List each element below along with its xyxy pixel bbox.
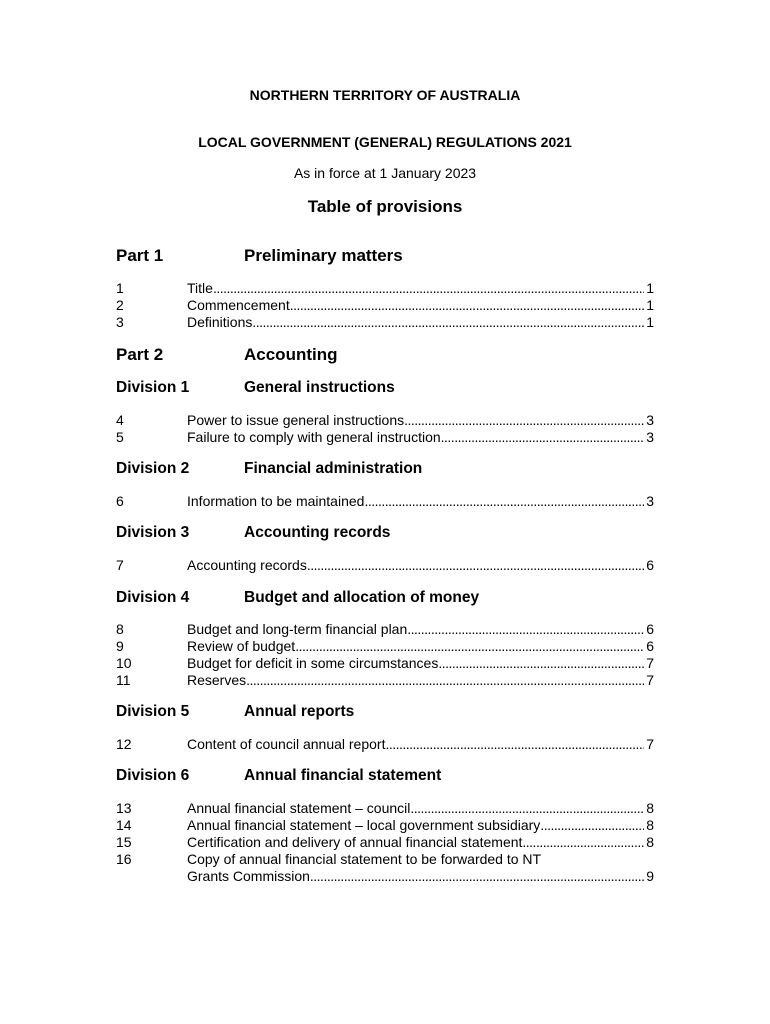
page-number: 6 [646, 638, 654, 654]
provision-number: 2 [116, 297, 124, 313]
provision-title[interactable]: Failure to comply with general instruction [187, 429, 441, 445]
provision-number: 4 [116, 412, 124, 428]
provision-title[interactable]: Annual financial statement – local government subsidiary [187, 817, 541, 833]
part-title: Accounting [244, 345, 338, 364]
division-label: Division 1 [116, 379, 190, 396]
page-number: 3 [646, 412, 654, 428]
division-label: Division 4 [116, 589, 190, 606]
division-label: Division 5 [116, 703, 190, 720]
toc-entry-11[interactable] [116, 672, 654, 689]
dot-leader [307, 557, 644, 573]
provision-number: 9 [116, 638, 124, 654]
toc-entry-8[interactable] [116, 621, 654, 638]
provision-title[interactable]: Power to issue general instructions [187, 412, 405, 428]
toc-entry-9[interactable] [116, 638, 654, 655]
provision-title[interactable]: Budget and long-term financial plan [187, 621, 408, 637]
division-title: General instructions [244, 379, 395, 396]
provision-number: 11 [116, 672, 131, 688]
part-label: Part 1 [116, 246, 164, 265]
division-label: Division 3 [116, 524, 190, 541]
dot-leader [438, 655, 644, 671]
jurisdiction-heading: NORTHERN TERRITORY OF AUSTRALIA [249, 87, 521, 103]
part-label: Part 2 [116, 345, 164, 364]
toc-title: Table of provisions [307, 197, 463, 216]
division-title: Budget and allocation of money [244, 589, 480, 606]
dot-leader [252, 314, 644, 330]
provision-number: 10 [116, 655, 132, 671]
division-title: Annual reports [244, 703, 355, 720]
page-number: 8 [646, 817, 654, 833]
page-number: 3 [646, 429, 654, 445]
toc-entry-4[interactable] [116, 412, 654, 429]
provision-title[interactable]: Budget for deficit in some circumstances [187, 655, 439, 671]
page-number: 1 [646, 314, 654, 330]
page-number: 3 [646, 493, 654, 509]
dot-leader [404, 412, 644, 428]
division-label: Division 2 [116, 460, 190, 477]
page-number: 8 [646, 800, 654, 816]
provision-title[interactable]: Commencement [187, 297, 290, 313]
dot-leader [310, 868, 644, 884]
provision-number: 1 [116, 280, 124, 296]
provision-title[interactable]: Definitions [187, 314, 253, 330]
provision-title[interactable]: Information to be maintained [187, 493, 365, 509]
provision-number: 12 [116, 736, 132, 752]
provision-number: 8 [116, 621, 124, 637]
page-number: 9 [646, 868, 654, 884]
provision-title[interactable]: Review of budget [187, 638, 296, 654]
provision-title[interactable]: Grants Commission [187, 868, 310, 884]
provision-number: 13 [116, 800, 132, 816]
page-number: 7 [646, 672, 654, 688]
dot-leader [385, 736, 644, 752]
toc-entry-5[interactable] [116, 429, 654, 446]
provision-title[interactable]: Title [187, 280, 213, 296]
provision-title-line-1[interactable]: Copy of annual financial statement to be forwarded to NT [187, 851, 542, 867]
toc-entry-7[interactable] [116, 557, 654, 574]
provision-title[interactable]: Certification and delivery of annual financial statement [187, 834, 523, 850]
division-title: Financial administration [244, 460, 423, 477]
toc-entry-2[interactable] [116, 297, 654, 314]
dot-leader [522, 834, 644, 850]
toc-entry-12[interactable] [116, 736, 654, 753]
toc-entry-15[interactable] [116, 834, 654, 851]
dot-leader [295, 638, 644, 654]
dot-leader [213, 280, 644, 296]
dot-leader [246, 672, 644, 688]
page-number: 7 [646, 655, 654, 671]
dot-leader [290, 297, 645, 313]
provision-number: 3 [116, 314, 124, 330]
provision-number: 7 [116, 557, 124, 573]
provision-title[interactable]: Accounting records [187, 557, 307, 573]
page-number: 6 [646, 621, 654, 637]
toc-entry-6[interactable] [116, 493, 654, 510]
provision-number: 5 [116, 429, 124, 445]
toc-entry-3[interactable] [116, 314, 654, 331]
provision-title[interactable]: Reserves [187, 672, 247, 688]
page-number: 8 [646, 834, 654, 850]
regulation-title: LOCAL GOVERNMENT (GENERAL) REGULATIONS 2021 [198, 134, 572, 150]
dot-leader [441, 429, 645, 445]
page-number: 6 [646, 557, 654, 573]
in-force-date: As in force at 1 January 2023 [293, 165, 477, 181]
provision-title[interactable]: Annual financial statement – council [187, 800, 411, 816]
toc-entry-16[interactable] [116, 851, 654, 885]
provision-number: 16 [116, 851, 132, 867]
toc-entry-1[interactable] [116, 280, 654, 297]
dot-leader [364, 493, 644, 509]
dot-leader [540, 817, 644, 833]
page-number: 1 [646, 280, 654, 296]
dot-leader [407, 621, 644, 637]
page-number: 7 [646, 736, 654, 752]
page-number: 1 [646, 297, 654, 313]
division-label: Division 6 [116, 767, 190, 784]
toc-entry-10[interactable] [116, 655, 654, 672]
dot-leader [410, 800, 644, 816]
toc-entry-13[interactable] [116, 800, 654, 817]
provision-title[interactable]: Content of council annual report [187, 736, 386, 752]
provision-number: 6 [116, 493, 124, 509]
provision-number: 14 [116, 817, 132, 833]
division-title: Accounting records [244, 524, 391, 541]
toc-entry-14[interactable] [116, 817, 654, 834]
provision-number: 15 [116, 834, 132, 850]
part-title: Preliminary matters [244, 246, 403, 265]
division-title: Annual financial statement [244, 767, 442, 784]
